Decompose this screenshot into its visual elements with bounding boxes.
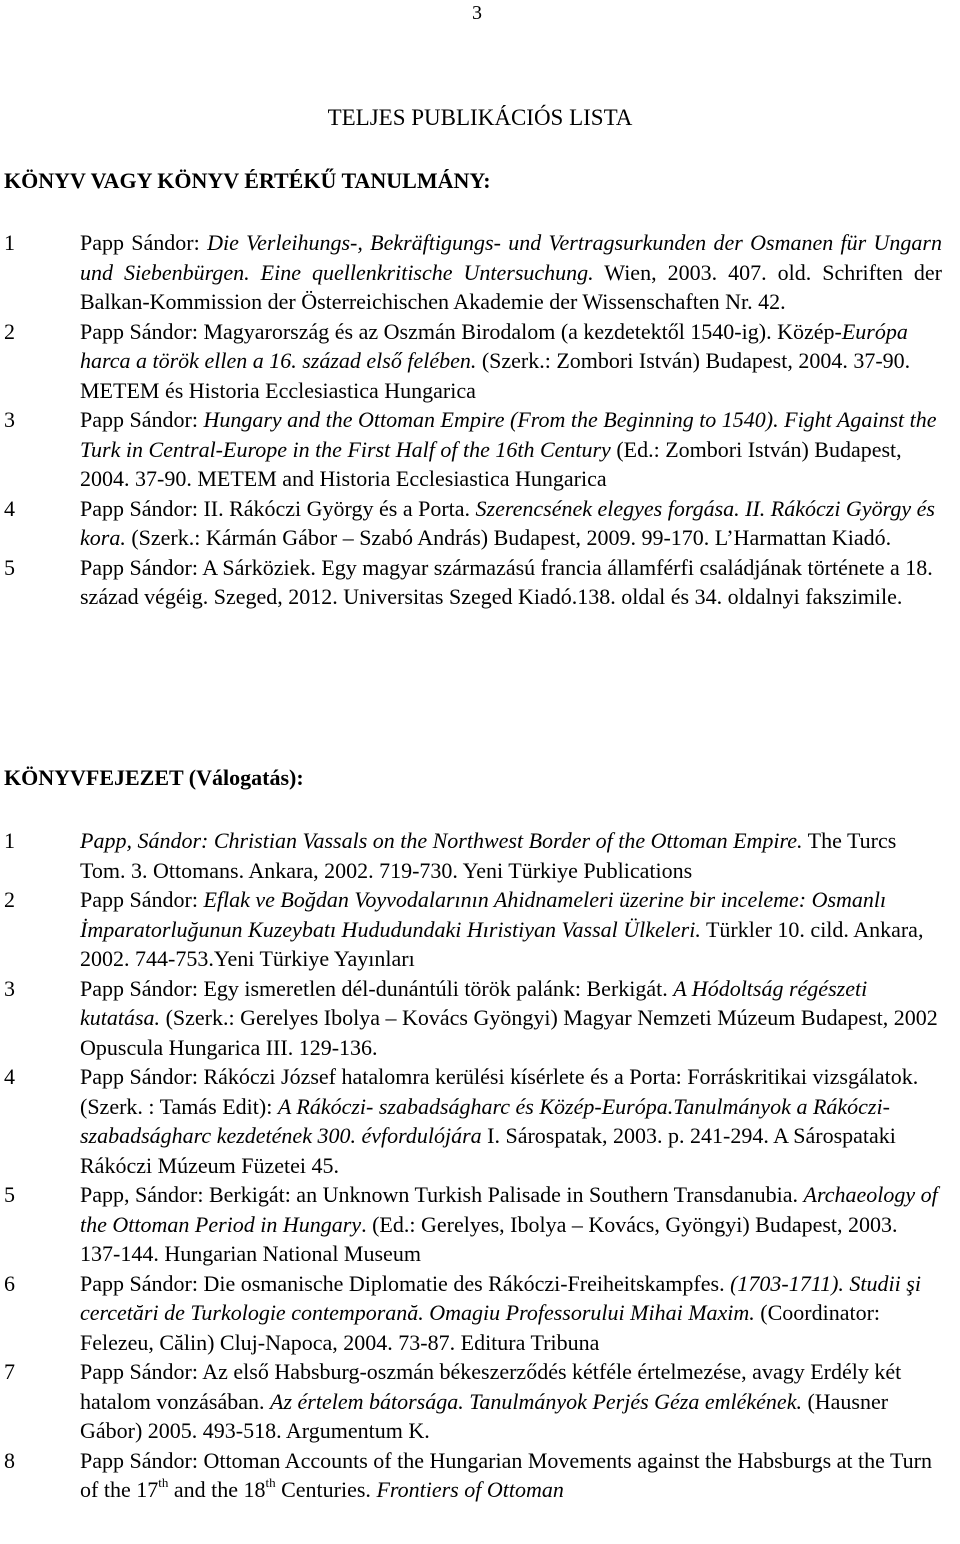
books-list — [4, 228, 944, 612]
item-number: 6 — [4, 1270, 15, 1296]
section-heading-chapters: KÖNYVFEJEZET (Válogatás): — [4, 765, 304, 790]
list-item — [4, 1062, 944, 1180]
list-item — [4, 553, 944, 612]
list-item — [4, 317, 944, 406]
list-item — [4, 405, 944, 494]
item-number: 1 — [4, 230, 15, 255]
item-text: Papp Sándor: Eflak ve Boğdan Voyvodalarının Ahidnameleri üzerine bir inceleme: Osmanlı İmparatorluğunun Kuzeybatı Hududundaki Hıristiyan Vassal Ülkeleri. Türkler 10. cild. Ankara, 2002. 744-753.Yeni Türkiye Yayınları — [80, 887, 924, 971]
item-text: Papp Sándor: Magyarország és az Oszmán Birodalom (a kezdetektől 1540-ig). Közép-Európa harca a török ellen a 16. század első felében. (Szerk.: Zombori István) Budapest, 2004. 37-90. METEM és Historia Ecclesiastica Hungarica — [80, 318, 911, 403]
list-item — [4, 1446, 944, 1505]
item-text: Papp Sándor: Die osmanische Diplomatie des Rákóczi-Freiheitskampfes. (1703-1711). Studii şi cercetări de Turkologie contemporană. Omagiu Professorului Mihai Maxim. (Coordinator: Felezeu, Călin) Cluj-Napoca, 2004. 73-87. Editura Tribuna — [80, 1270, 921, 1355]
item-number: 7 — [4, 1359, 15, 1384]
item-number: 8 — [4, 1447, 15, 1473]
item-number: 3 — [4, 975, 15, 1001]
item-text: Papp, Sándor: Christian Vassals on the Northwest Border of the Ottoman Empire. The Turcs Tom. 3. Ottomans. Ankara, 2002. 719-730. Yeni Türkiye Publications — [80, 828, 897, 883]
page-title: TELJES PUBLIKÁCIÓS LISTA — [327, 105, 633, 130]
list-item — [4, 974, 944, 1063]
item-number: 1 — [4, 828, 15, 853]
list-item — [4, 885, 944, 974]
chapters-list — [4, 826, 944, 1505]
item-text: Papp Sándor: Hungary and the Ottoman Empire (From the Beginning to 1540). Fight Against the Turk in Central-Europe in the First Half of the 16th Century (Ed.: Zombori István) Budapest, 2004. 37-90. METEM and Historia Ecclesiastica Hungarica — [80, 407, 937, 491]
item-text: Papp, Sándor: Berkigát: an Unknown Turkish Palisade in Southern Transdanubia. Archaeology of the Ottoman Period in Hungary. (Ed.: Gerelyes, Ibolya – Kovács, Gyöngyi) Budapest, 2003. 137-144. Hungarian National Museum — [80, 1182, 938, 1266]
item-number: 3 — [4, 407, 15, 432]
item-text: Papp Sándor: Ottoman Accounts of the Hungarian Movements against the Habsburgs at the Turn of the 17th and the 18th Centuries. Frontiers of Ottoman — [80, 1447, 932, 1502]
list-item — [4, 228, 944, 317]
item-text: Papp Sándor: Rákóczi József hatalomra kerülési kísérlete és a Porta: Forráskritikai vizsgálatok. (Szerk. : Tamás Edit): A Rákóczi- szabadságharc és Közép-Európa.Tanulmányok a Rákóczi-szabadságharc kezdetének 300. évfordulójára I. Sárospatak, 2003. p. 241-294. A Sárospataki Rákóczi Múzeum Füzetei 45. — [80, 1064, 919, 1178]
item-number: 5 — [4, 1182, 15, 1207]
section-heading-books: KÖNYV VAGY KÖNYV ÉRTÉKŰ TANULMÁNY: — [4, 168, 491, 193]
item-number: 4 — [4, 495, 15, 521]
page-number: 3 — [472, 2, 482, 24]
item-text: Papp Sándor: Az első Habsburg-oszmán békeszerződés kétféle értelmezése, avagy Erdély két hatalom vonzásában. Az értelem bátorsága. Tanulmányok Perjés Géza emlékének. (Hausner Gábor) 2005. 493-518. Argumentum K. — [80, 1359, 902, 1443]
item-text: Papp Sándor: A Sárköziek. Egy magyar származású francia államférfi családjának története a 18. század végéig. Szeged, 2012. Universitas Szeged Kiadó.138. oldal és 34. oldalnyi fakszimile. — [80, 554, 933, 609]
item-number: 2 — [4, 318, 15, 344]
item-number: 2 — [4, 887, 15, 912]
list-item — [4, 494, 944, 553]
list-item — [4, 1357, 944, 1446]
item-number: 4 — [4, 1064, 15, 1089]
item-text: Papp Sándor: Die Verleihungs-, Bekräftigungs- und Vertragsurkunden der Osmanen für Ungarn und Siebenbürgen. Eine quellenkritische Untersuchung. Wien, 2003. 407. old. Schriften der Balkan-Kommission der Österreichischen Akademie der Wissenschaften Nr. 42. — [80, 230, 942, 314]
item-text: Papp Sándor: II. Rákóczi György és a Porta. Szerencsének elegyes forgása. II. Rákóczi György és kora. (Szerk.: Kármán Gábor – Szabó András) Budapest, 2009. 99-170. L’Harmattan Kiadó. — [80, 495, 935, 550]
list-item — [4, 826, 944, 885]
list-item — [4, 1180, 944, 1269]
item-text: Papp Sándor: Egy ismeretlen dél-dunántúli török palánk: Berkigát. A Hódoltság régészeti kutatása. (Szerk.: Gerelyes Ibolya – Kovács Gyöngyi) Magyar Nemzeti Múzeum Budapest, 2002 Opuscula Hungarica III. 129-136. — [80, 975, 938, 1060]
item-number: 5 — [4, 554, 15, 580]
list-item — [4, 1269, 944, 1358]
